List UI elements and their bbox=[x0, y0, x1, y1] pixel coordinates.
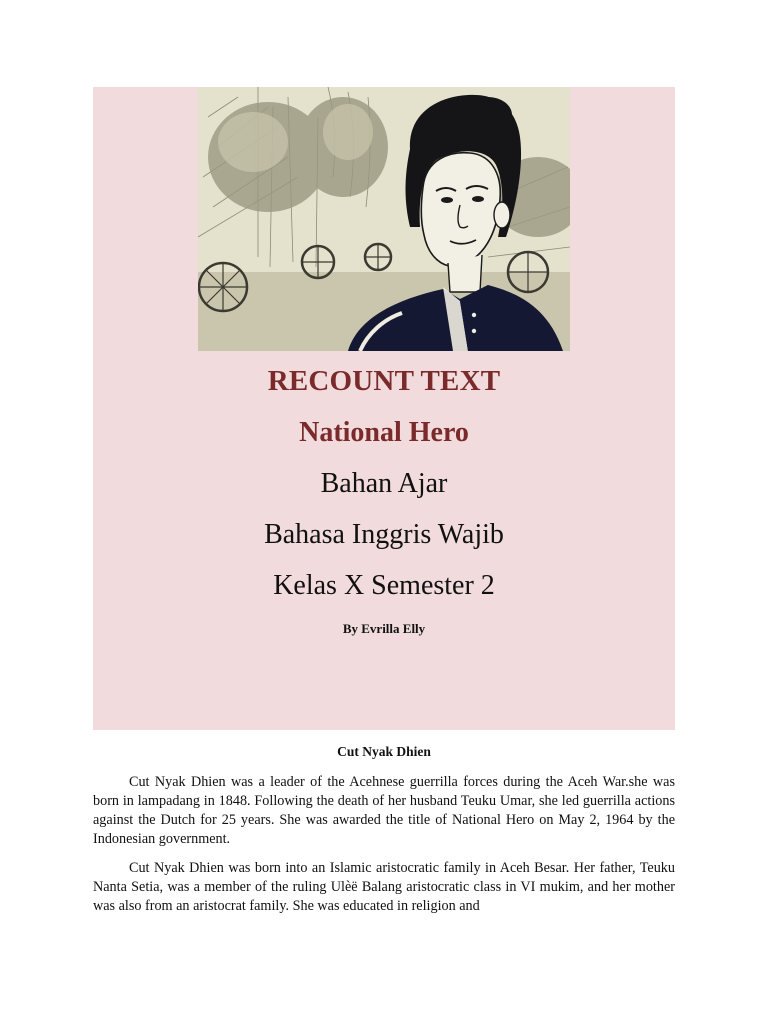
cover-line-subject: Bahasa Inggris Wajib bbox=[264, 519, 504, 550]
cover-panel bbox=[93, 87, 675, 730]
portrait-illustration bbox=[198, 87, 570, 351]
cover-author: By Evrilla Elly bbox=[342, 621, 426, 636]
cover-line-bahan-ajar: Bahan Ajar bbox=[320, 468, 448, 499]
cover-title: RECOUNT TEXT bbox=[267, 365, 501, 397]
portrait-drawing bbox=[198, 87, 570, 351]
article-paragraph-1: Cut Nyak Dhien was a leader of the Acehnese guerrilla forces during the Aceh War.she was born in lampadang in 1848. Following the death of her husband Teuku Umar, she led guerrilla actions against the Dutch for 25 years. She was awarded the title of National Hero on May 2, 1964 by the Indonesian government. bbox=[93, 774, 675, 847]
article-body bbox=[93, 742, 675, 926]
cover-line-class: Kelas X Semester 2 bbox=[273, 570, 495, 601]
article-paragraph-2: Cut Nyak Dhien was born into an Islamic aristocratic family in Aceh Besar. Her father, Teuku Nanta Setia, was a member of the ruling Ulèë Balang aristocratic class in VI mukim, and her mother was also from an aristocrat family. She was educated in religion and bbox=[93, 860, 675, 914]
cover-subtitle: National Hero bbox=[299, 417, 469, 448]
article-title: Cut Nyak Dhien bbox=[337, 744, 431, 759]
